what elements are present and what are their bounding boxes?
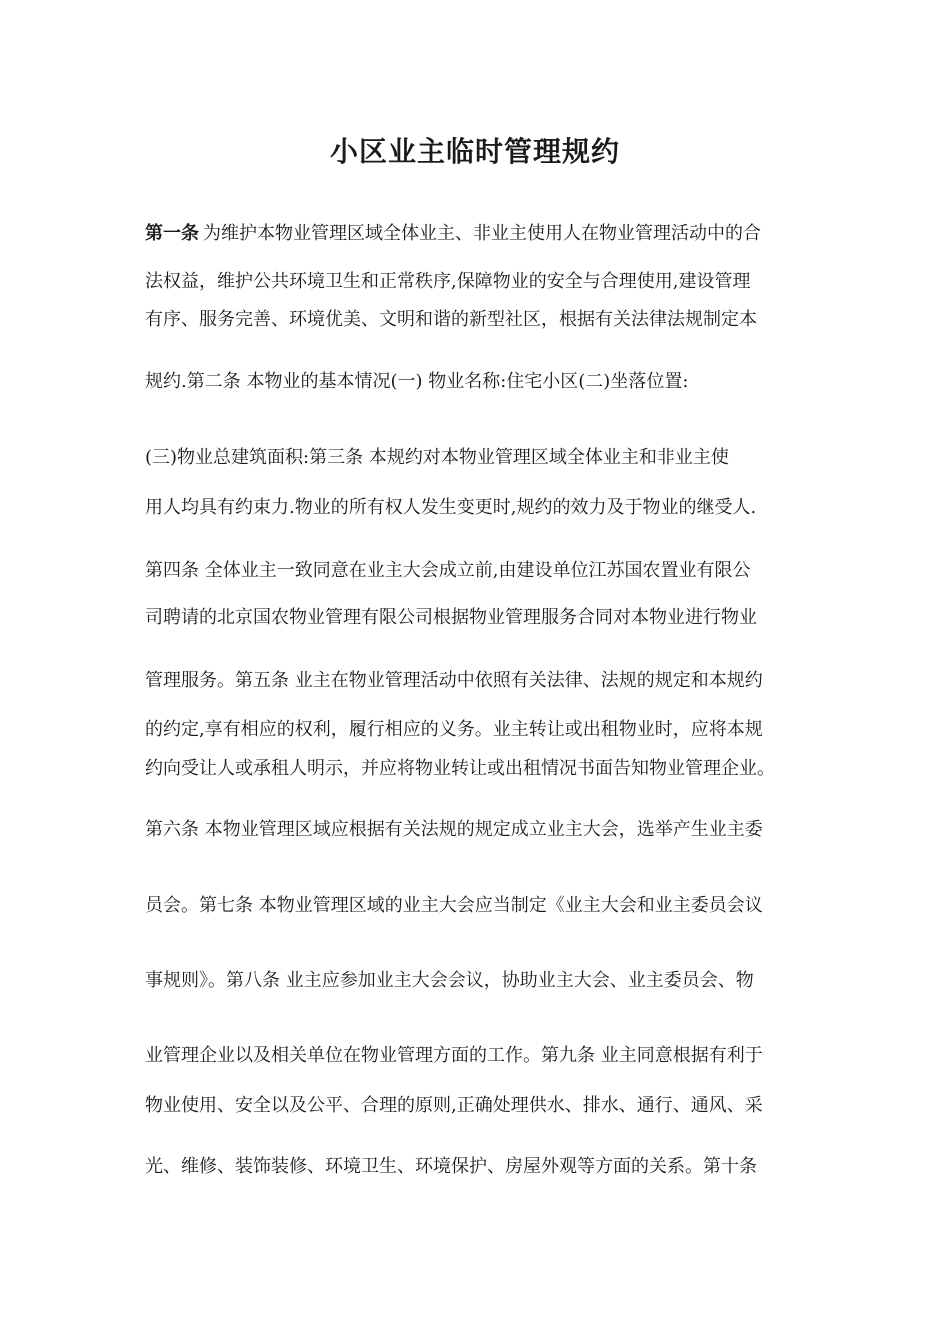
paragraph-line-2: 法权益，维护公共环境卫生和正常秩序,保障物业的安全与合理使用,建设管理 — [145, 271, 751, 292]
paragraph-line-9: 管理服务。第五条 业主在物业管理活动中依照有关法律、法规的规定和本规约 — [145, 670, 763, 691]
paragraph-line-5: (三)物业总建筑面积:第三条 本规约对本物业管理区域全体业主和非业主使 — [145, 447, 729, 468]
paragraph-line-16: 物业使用、安全以及公平、合理的原则,正确处理供水、排水、通行、通风、采 — [145, 1095, 763, 1116]
paragraph-line-6: 用人均具有约束力.物业的所有权人发生变更时,规约的效力及于物业的继受人. — [145, 497, 757, 518]
paragraph-line-4: 规约.第二条 本物业的基本情况(一) 物业名称:住宅小区(二)坐落位置: — [145, 371, 689, 392]
line-text: 为维护本物业管理区域全体业主、非业主使用人在物业管理活动中的合 — [203, 223, 761, 244]
paragraph-line-10: 的约定,享有相应的权利，履行相应的义务。业主转让或出租物业时，应将本规 — [145, 719, 763, 740]
paragraph-line-8: 司聘请的北京国农物业管理有限公司根据物业管理服务合同对本物业进行物业 — [145, 607, 757, 628]
paragraph-line-11: 约向受让人或承租人明示，并应将物业转让或出租情况书面告知物业管理企业。 — [145, 758, 775, 779]
paragraph-line-13: 员会。第七条 本物业管理区域的业主大会应当制定《业主大会和业主委员会议 — [145, 895, 763, 916]
paragraph-line-3: 有序、服务完善、环境优美、文明和谐的新型社区，根据有关法律法规制定本 — [145, 309, 757, 330]
paragraph-line-12: 第六条 本物业管理区域应根据有关法规的规定成立业主大会，选举产生业主委 — [145, 819, 763, 840]
document-title: 小区业主临时管理规约 — [329, 135, 620, 168]
paragraph-line-14: 事规则》。第八条 业主应参加业主大会会议，协助业主大会、业主委员会、物 — [145, 970, 754, 991]
paragraph-line-7: 第四条 全体业主一致同意在业主大会成立前,由建设单位江苏国农置业有限公 — [145, 560, 751, 581]
paragraph-line-15: 业管理企业以及相关单位在物业管理方面的工作。第九条 业主同意根据有利于 — [145, 1045, 763, 1066]
paragraph-line-17: 光、维修、装饰装修、环境卫生、环境保护、房屋外观等方面的关系。第十条 — [145, 1156, 757, 1177]
article-label: 第一条 — [145, 223, 199, 244]
paragraph-line-1 — [145, 222, 761, 246]
